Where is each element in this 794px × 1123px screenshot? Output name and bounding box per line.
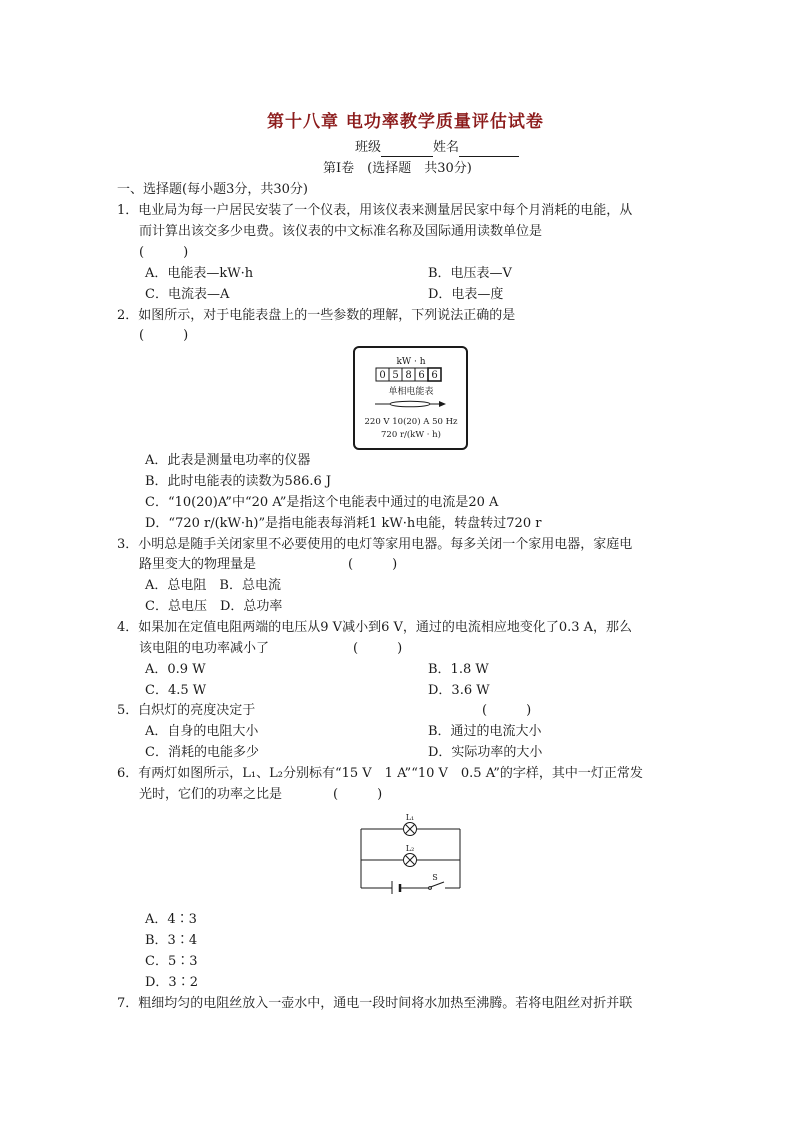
q2-answer-paren: ( ) (139, 328, 189, 343)
q3-options-row2: C．总电压 D．总功率 (145, 599, 283, 614)
class-label: 班级 (355, 140, 382, 155)
q4-stem-line2: 该电阻的电功率减小了 (139, 641, 270, 656)
q3-answer-paren: ( ) (348, 557, 398, 572)
switch-icon (429, 882, 444, 889)
meter-spec-rating: 220 V 10(20) A 50 Hz (364, 417, 458, 427)
lamp-l1-label: L₁ (405, 813, 415, 822)
q3-options-row1: A．总电阻 B．总电流 (145, 578, 281, 593)
q7-stem-line1: 7．粗细均匀的电阻丝放入一壶水中，通电一段时间将水加热至沸腾。若将电阻丝对折并联 (117, 996, 633, 1011)
meter-unit: kW · h (396, 357, 426, 367)
name-label: 姓名 (433, 140, 460, 155)
q5-answer-paren: ( ) (482, 703, 532, 718)
q4-option-a: A．0.9 W (145, 662, 206, 677)
battery-icon (392, 881, 400, 894)
q4-option-c: C．4.5 W (145, 683, 207, 698)
q3-stem-line2: 路里变大的物理量是 (139, 557, 257, 572)
lamp-l2 (404, 854, 417, 867)
q5-option-a: A．自身的电阻大小 (145, 724, 259, 739)
q2-option-b: B．此时电能表的读数为586.6 J (145, 474, 332, 489)
page-title: 第十八章 电功率教学质量评估试卷 (267, 112, 544, 132)
q1-answer-paren: ( ) (139, 245, 189, 260)
q1-option-d: D．电表—度 (428, 287, 504, 302)
q2-option-c: C．“10(20)A”中“20 A”是指这个电能表中通过的电流是20 A (145, 495, 499, 510)
class-blank (381, 142, 433, 157)
meter-decimal-digit: 6 (431, 370, 438, 381)
energy-meter-figure (353, 346, 468, 450)
meter-name: 单相电能表 (388, 387, 434, 397)
volume-header: 第Ⅰ卷 (选择题 共30分) (323, 161, 472, 176)
q4-option-b: B．1.8 W (428, 662, 489, 677)
q4-answer-paren: ( ) (353, 641, 403, 656)
q5-option-b: B．通过的电流大小 (428, 724, 542, 739)
lamp-l2-label: L₂ (405, 844, 415, 853)
q2-option-d: D．“720 r/(kW·h)”是指电能表每消耗1 kW·h电能，转盘转过720 r (145, 516, 542, 531)
q6-option-c: C．5∶3 (145, 954, 198, 969)
meter-digit: 0 (379, 370, 386, 381)
q6-option-d: D．3∶2 (145, 975, 198, 990)
section-title: 一、选择题(每小题3分，共30分) (117, 182, 308, 197)
q2-option-a: A．此表是测量电功率的仪器 (145, 453, 311, 468)
meter-digit: 5 (392, 370, 399, 381)
q6-option-a: A．4∶3 (145, 912, 197, 927)
q6-stem-line2: 光时，它们的功率之比是 (139, 787, 283, 802)
name-blank (459, 142, 519, 157)
meter-spec-constant: 720 r/(kW · h) (381, 430, 441, 440)
meter-digit: 6 (418, 370, 425, 381)
q1-option-b: B．电压表—V (428, 266, 512, 281)
q1-stem-line1: 1．电业局为每一户居民安装了一个仪表，用该仪表来测量居民家中每个月消耗的电能，从 (117, 203, 633, 218)
q5-option-d: D．实际功率的大小 (428, 745, 543, 760)
q1-stem-line2: 而计算出该交多少电费。该仪表的中文标准名称及国际通用读数单位是 (139, 224, 543, 239)
q4-option-d: D．3.6 W (428, 683, 490, 698)
q5-option-c: C．消耗的电能多少 (145, 745, 259, 760)
q6-stem-line1: 6．有两灯如图所示，L₁、L₂分别标有“15 V 1 A”“10 V 0.5 A”的字样，其中一灯正常发 (117, 766, 643, 781)
q1-option-c: C．电流表—A (145, 287, 230, 302)
q5-stem-line1: 5．白炽灯的亮度决定于 (117, 703, 256, 718)
switch-label: S (432, 873, 438, 882)
meter-digit: 8 (405, 370, 412, 381)
q1-option-a: A．电能表—kW·h (145, 266, 254, 281)
q3-stem-line1: 3．小明总是随手关闭家里不必要使用的电灯等家用电器。每多关闭一个家用电器，家庭电 (117, 537, 633, 552)
q6-answer-paren: ( ) (333, 787, 383, 802)
lamp-l1 (404, 823, 417, 836)
q6-option-b: B．3∶4 (145, 933, 198, 948)
q4-stem-line1: 4．如果加在定值电阻两端的电压从9 V减小到6 V，通过的电流相应地变化了0.3 A，那么 (117, 620, 633, 635)
circuit-diagram (355, 812, 465, 894)
student-info (355, 139, 519, 157)
q2-stem-line1: 2．如图所示，对于电能表盘上的一些参数的理解，下列说法正确的是 (117, 308, 516, 323)
